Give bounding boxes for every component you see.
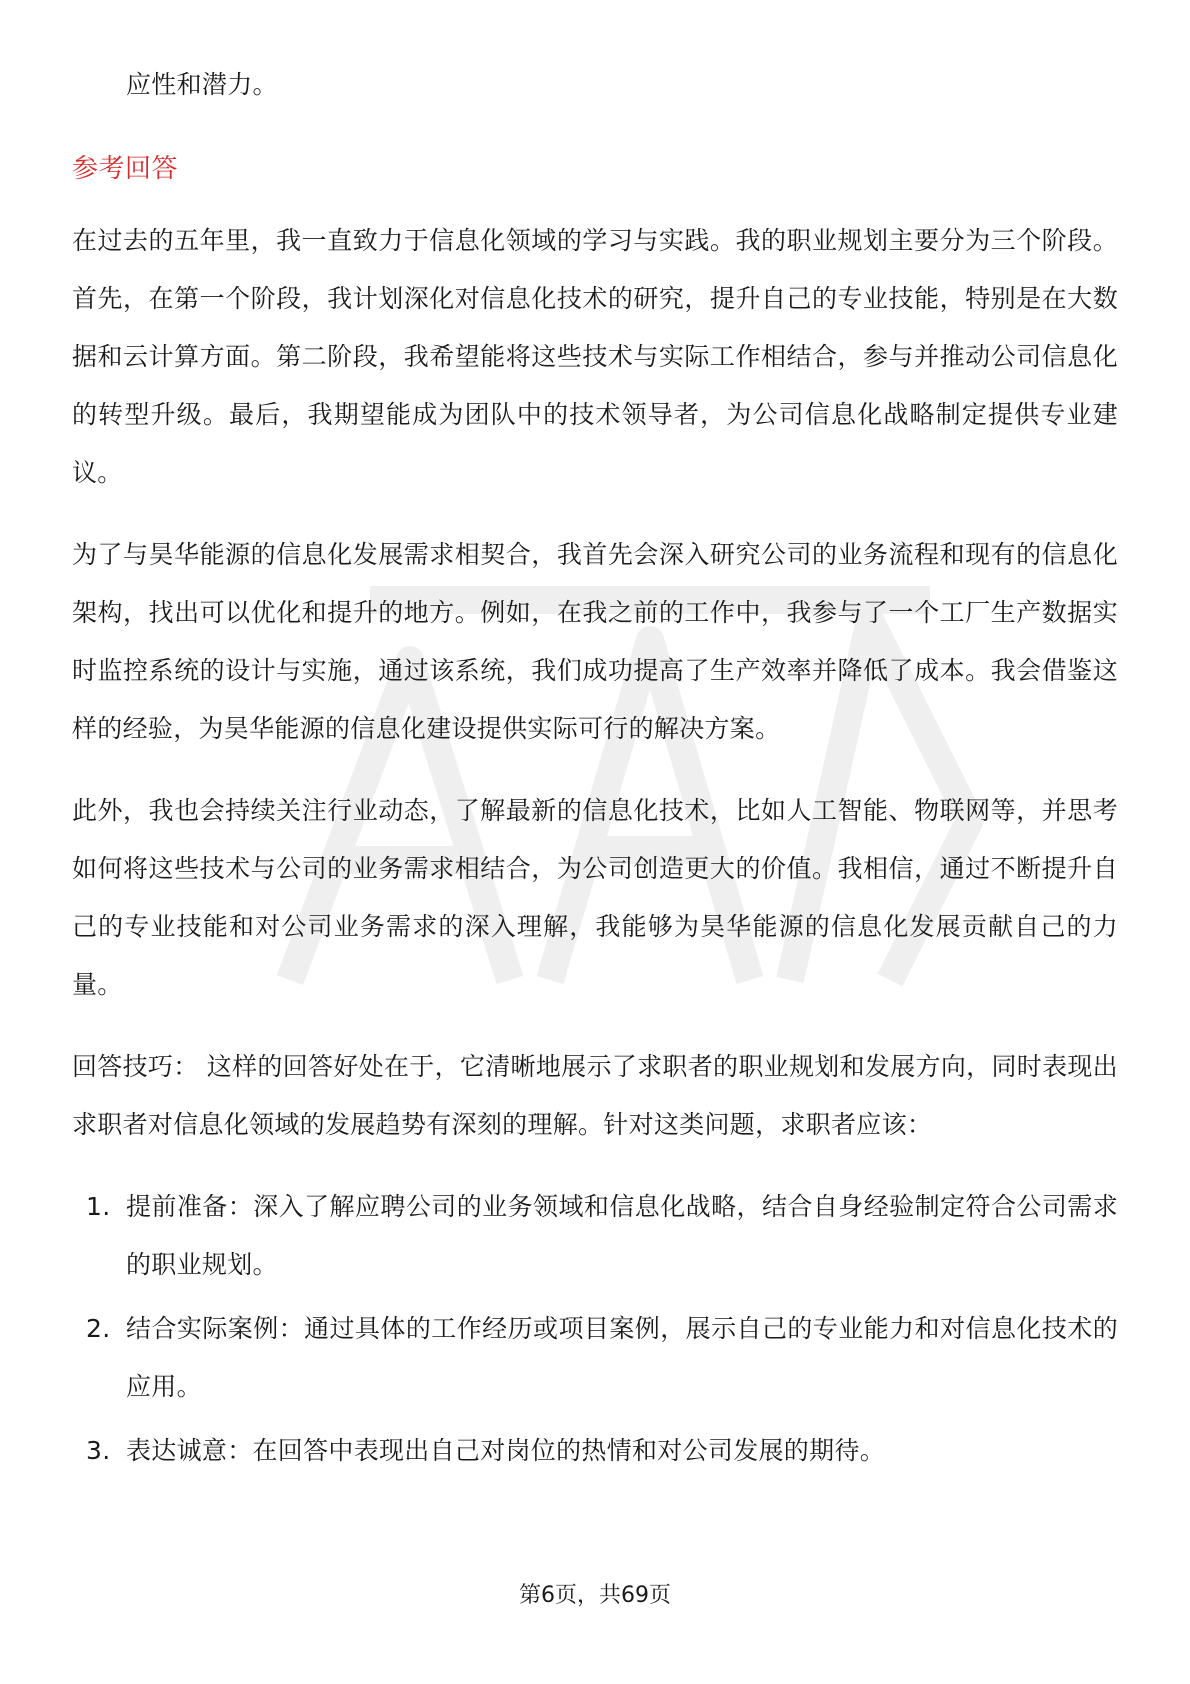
- answer-paragraph-3: 此外，我也会持续关注行业动态，了解最新的信息化技术，比如人工智能、物联网等，并思考如何将这些技术与公司的业务需求相结合，为公司创造更大的价值。我相信，通过不断提升自己的专业技能和对公司业务需求的深入理解，我能够为昊华能源的信息化发展贡献自己的力量。: [72, 796, 1118, 999]
- list-item-text: 结合实际案例：通过具体的工作经历或项目案例，展示自己的专业能力和对信息化技术的应用。: [126, 1314, 1118, 1401]
- page-footer: 第6页，共69页: [519, 1583, 671, 1608]
- list-item: [72, 1178, 1118, 1294]
- continuation-text: 应性和潜力。: [126, 70, 278, 99]
- list-item-text: 提前准备：深入了解应聘公司的业务领域和信息化战略，结合自身经验制定符合公司需求的职业规划。: [126, 1192, 1118, 1279]
- list-item-number: 1.: [86, 1192, 111, 1221]
- section-heading: 参考回答: [72, 154, 179, 184]
- answer-paragraph-1: 在过去的五年里，我一直致力于信息化领域的学习与实践。我的职业规划主要分为三个阶段。首先，在第一个阶段，我计划深化对信息化技术的研究，提升自己的专业技能，特别是在大数据和云计算方面。第二阶段，我希望能将这些技术与实际工作相结合，参与并推动公司信息化的转型升级。最后，我期望能成为团队中的技术领导者，为公司信息化战略制定提供专业建议。: [72, 226, 1118, 487]
- tips-list: [72, 1178, 1118, 1480]
- list-item-number: 2.: [86, 1314, 111, 1343]
- content-area: [72, 56, 1118, 1486]
- answer-paragraph-2: 为了与昊华能源的信息化发展需求相契合，我首先会深入研究公司的业务流程和现有的信息化架构，找出可以优化和提升的地方。例如，在我之前的工作中，我参与了一个工厂生产数据实时监控系统的设计与实施，通过该系统，我们成功提高了生产效率并降低了成本。我会借鉴这样的经验，为昊华能源的信息化建设提供实际可行的解决方案。: [72, 540, 1118, 743]
- list-item-number: 3.: [86, 1436, 111, 1465]
- list-item-text: 表达诚意：在回答中表现出自己对岗位的热情和对公司发展的期待。: [126, 1436, 886, 1465]
- list-item: [72, 1422, 1118, 1480]
- tips-intro-paragraph: 回答技巧： 这样的回答好处在于，它清晰地展示了求职者的职业规划和发展方向，同时表现出求职者对信息化领域的发展趋势有深刻的理解。针对这类问题，求职者应该：: [72, 1052, 1118, 1139]
- list-item: [72, 1300, 1118, 1416]
